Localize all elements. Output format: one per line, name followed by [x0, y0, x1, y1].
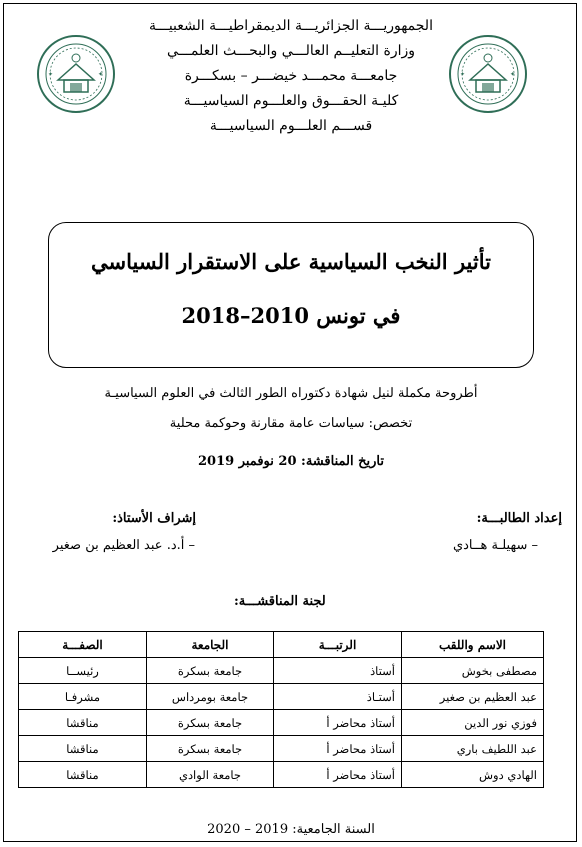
thesis-description: أطروحة مكملة لنيل شهادة دكتوراه الطور الثالث في العلوم السياسيـة: [104, 386, 478, 401]
member-university: جامعة بسكرة: [147, 710, 274, 736]
table-row: [19, 684, 544, 710]
member-university: جامعة بسكرة: [147, 658, 274, 684]
member-role: مشرفـا: [19, 684, 147, 710]
committee-table: [18, 631, 544, 788]
thesis-specialization: تخصص: سياسات عامة مقارنة وحوكمة محلية: [169, 416, 413, 431]
header-republic: الجمهوريـــة الجزائريـــة الديمقراطيـــة الشعبيـــة: [149, 18, 433, 34]
member-university: جامعة بسكرة: [147, 736, 274, 762]
thesis-title-line1: تأثير النخب السياسية على الاستقرار السياسي: [91, 249, 491, 274]
member-name: الهادي دوش: [402, 762, 544, 788]
student-name: – سهيلـة هــادي: [452, 538, 538, 553]
member-rank: أستاذ محاضر أ: [274, 762, 402, 788]
member-name: فوزي نور الدين: [402, 710, 544, 736]
header-faculty: كليـة الحقـــوق والعلـــوم السياسيـــة: [183, 93, 399, 109]
supervisor-name: – أ.د. عبد العظيم بن صغير: [52, 538, 195, 553]
thesis-title-box: [48, 222, 534, 368]
committee-label: لجنة المناقشـــة:: [234, 594, 326, 609]
header-ministry: وزارة التعليــم العالـــي والبحـــث العلمـــي: [166, 43, 416, 59]
member-role: مناقشا: [19, 710, 147, 736]
header-university: جامعـــة محمـــد خيضـــر – بسكـــرة: [184, 68, 398, 84]
member-rank: أستاذ محاضر أ: [274, 710, 402, 736]
table-row: [19, 710, 544, 736]
svg-text:✦: ✦: [98, 71, 104, 78]
institution-header: [110, 14, 472, 139]
svg-text:✦: ✦: [510, 71, 516, 78]
table-row: [19, 736, 544, 762]
member-rank: أستاذ: [274, 658, 402, 684]
header-university: الجامعة: [147, 632, 274, 658]
academic-year: السنة الجامعية: 2019 – 2020: [207, 822, 375, 837]
thesis-title-line2: في تونس 2010–2018: [181, 303, 401, 328]
header-role: الصفـــة: [19, 632, 147, 658]
table-row: [19, 658, 544, 684]
member-role: مناقشا: [19, 736, 147, 762]
member-role: رئيســا: [19, 658, 147, 684]
member-name: عبد العظيم بن صغير: [402, 684, 544, 710]
table-header-row: [19, 632, 544, 658]
university-seal-icon: [36, 34, 116, 114]
defense-date: [40, 454, 542, 469]
header-rank: الرتبـــة: [274, 632, 402, 658]
header-name: الاسم واللقب: [402, 632, 544, 658]
svg-text:✦: ✦: [48, 71, 54, 78]
student-label: إعداد الطالبـــة:: [476, 511, 562, 526]
member-role: مناقشا: [19, 762, 147, 788]
member-name: عبد اللطيف باري: [402, 736, 544, 762]
member-university: جامعة الوادي: [147, 762, 274, 788]
svg-text:✦: ✦: [460, 71, 466, 78]
table-row: [19, 762, 544, 788]
defense-date-label: تاريخ المناقشة:: [301, 454, 384, 469]
member-name: مصطفى بخوش: [402, 658, 544, 684]
member-rank: أستـاذ: [274, 684, 402, 710]
member-university: جامعة بومرداس: [147, 684, 274, 710]
header-department: قســـم العلـــوم السياسيـــة: [209, 118, 373, 134]
member-rank: أستاذ محاضر أ: [274, 736, 402, 762]
supervisor-label: إشراف الأستاذ:: [112, 511, 196, 526]
defense-date-value: 20 نوفمبر 2019: [198, 454, 297, 469]
